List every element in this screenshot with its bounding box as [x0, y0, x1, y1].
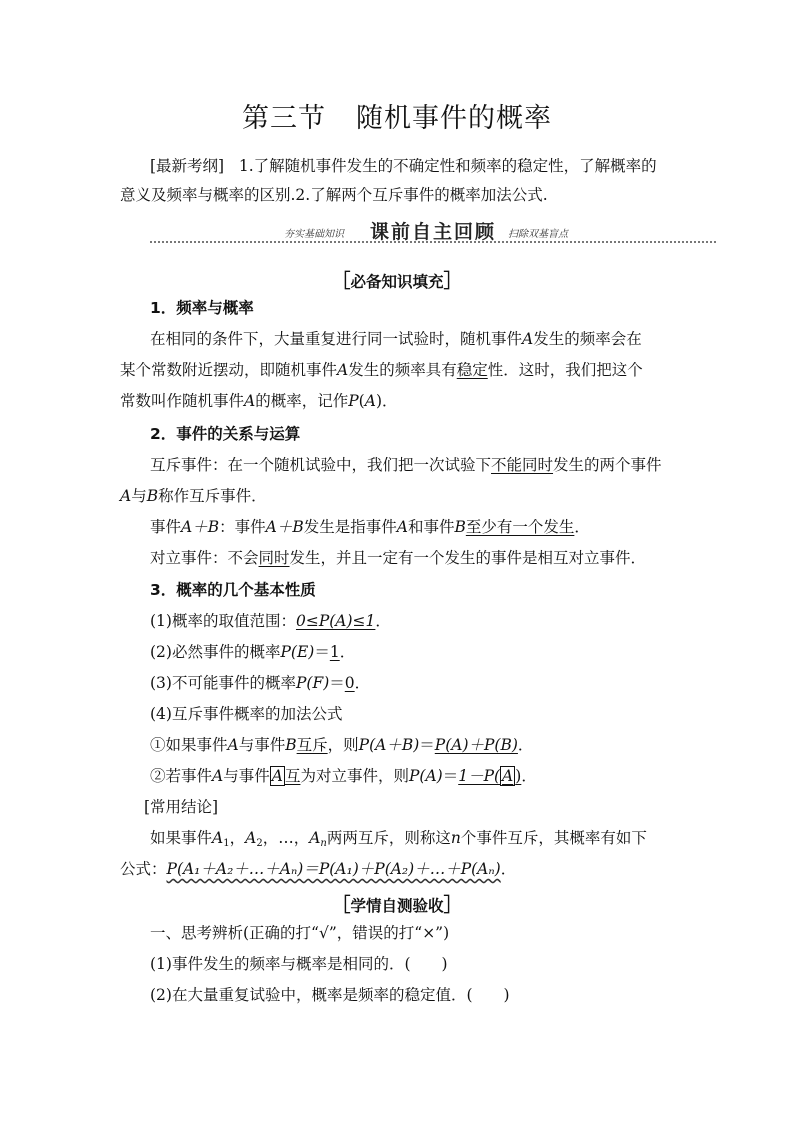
paragraph-line: 常数叫作随机事件A的概率，记作P(A)． — [120, 392, 398, 410]
blank-answer: 1 — [329, 643, 340, 661]
selftest-heading: 一、思考辨析(正确的打“√”，错误的打“×”) — [150, 924, 450, 942]
paragraph-line: 事件A＋B：事件A＋B发生是指事件A和事件B至少有一个发生． — [150, 518, 590, 536]
blank-answer: 1－P( A ) — [458, 767, 522, 785]
banner-title: 课前自主回顾 — [370, 221, 497, 243]
blank-answer: 0 — [344, 674, 355, 692]
conclusion-tag: [常用结论] — [144, 798, 219, 816]
blank-answer: 互 — [284, 767, 301, 785]
property-item: (3)不可能事件的概率P(F)＝0． — [150, 674, 371, 692]
heading-basic-properties: 3．概率的几个基本性质 — [150, 581, 316, 599]
section-banner — [150, 219, 716, 245]
syllabus-tag: [最新考纲] — [150, 157, 225, 175]
complement-symbol: A — [502, 767, 514, 785]
selftest-question-1: (1)事件发生的频率与概率是相同的．( ) — [150, 955, 448, 973]
property-subitem: ②若事件A与事件 A 互为对立事件，则P(A)＝1－P( A )． — [150, 767, 537, 785]
addition-formula: P(A₁＋A₂＋…＋Aₙ)＝P(A₁)＋P(A₂)＋…＋P(Aₙ) — [166, 860, 501, 878]
conclusion-line-1: 如果事件$A_1$，$A_2$，…，$A_n$两两互斥，则称这n个事件互斥，其概率有如下 — [150, 829, 647, 849]
complement-symbol: A — [271, 767, 283, 785]
blank-answer: 稳定 — [456, 361, 488, 379]
property-item: (1)概率的取值范围：0≤P(A)≤1． — [150, 612, 391, 630]
blank-answer: P(A)＋P(B) — [434, 736, 518, 754]
blank-answer: 至少有一个发生 — [465, 518, 575, 536]
blank-answer: 同时 — [258, 549, 290, 567]
syllabus-line-2: 意义及频率与概率的区别.2.了解两个互斥事件的概率加法公式. — [120, 186, 548, 204]
blank-answer: 不能同时 — [491, 456, 554, 474]
paragraph-line: 在相同的条件下，大量重复进行同一试验时，随机事件A发生的频率会在 — [150, 330, 642, 348]
property-subitem: ①如果事件A与事件B互斥，则P(A＋B)＝P(A)＋P(B)． — [150, 736, 534, 754]
page-title — [0, 96, 794, 135]
paragraph-line: 互斥事件：在一个随机试验中，我们把一次试验下不能同时发生的两个事件 — [150, 456, 662, 474]
banner-right-text: 扫除双基盲点 — [508, 229, 568, 240]
heading-event-relations: 2．事件的关系与运算 — [150, 425, 301, 443]
section-heading-knowledge: ［必备知识填充］ — [331, 270, 463, 292]
syllabus-line-1: [最新考纲] 1.了解随机事件发生的不确定性和频率的稳定性，了解概率的 — [150, 157, 657, 175]
selftest-question-2: (2)在大量重复试验中，概率是频率的稳定值．( ) — [150, 986, 510, 1004]
heading-frequency-probability: 1．频率与概率 — [150, 299, 254, 317]
property-item: (2)必然事件的概率P(E)＝1． — [150, 643, 356, 661]
conclusion-line-2: 公式：P(A₁＋A₂＋…＋Aₙ)＝P(A₁)＋P(A₂)＋…＋P(Aₙ)． — [120, 860, 517, 878]
section-heading-self-test: ［学情自测验收］ — [331, 894, 463, 916]
title-section: 第三节 — [242, 103, 326, 134]
property-item: (4)互斥事件概率的加法公式 — [150, 705, 343, 723]
paragraph-line: 某个常数附近摆动，即随机事件A发生的频率具有稳定性．这时，我们把这个 — [120, 361, 643, 379]
paragraph-line: A与B称作互斥事件． — [120, 487, 267, 505]
paragraph-line: 对立事件：不会同时发生，并且一定有一个发生的事件是相互对立事件． — [150, 549, 647, 567]
title-topic: 随机事件的概率 — [356, 103, 552, 134]
blank-answer: 互斥 — [296, 736, 328, 754]
blank-answer: 0≤P(A)≤1 — [295, 612, 376, 630]
banner-left-text: 夯实基础知识 — [284, 229, 344, 240]
